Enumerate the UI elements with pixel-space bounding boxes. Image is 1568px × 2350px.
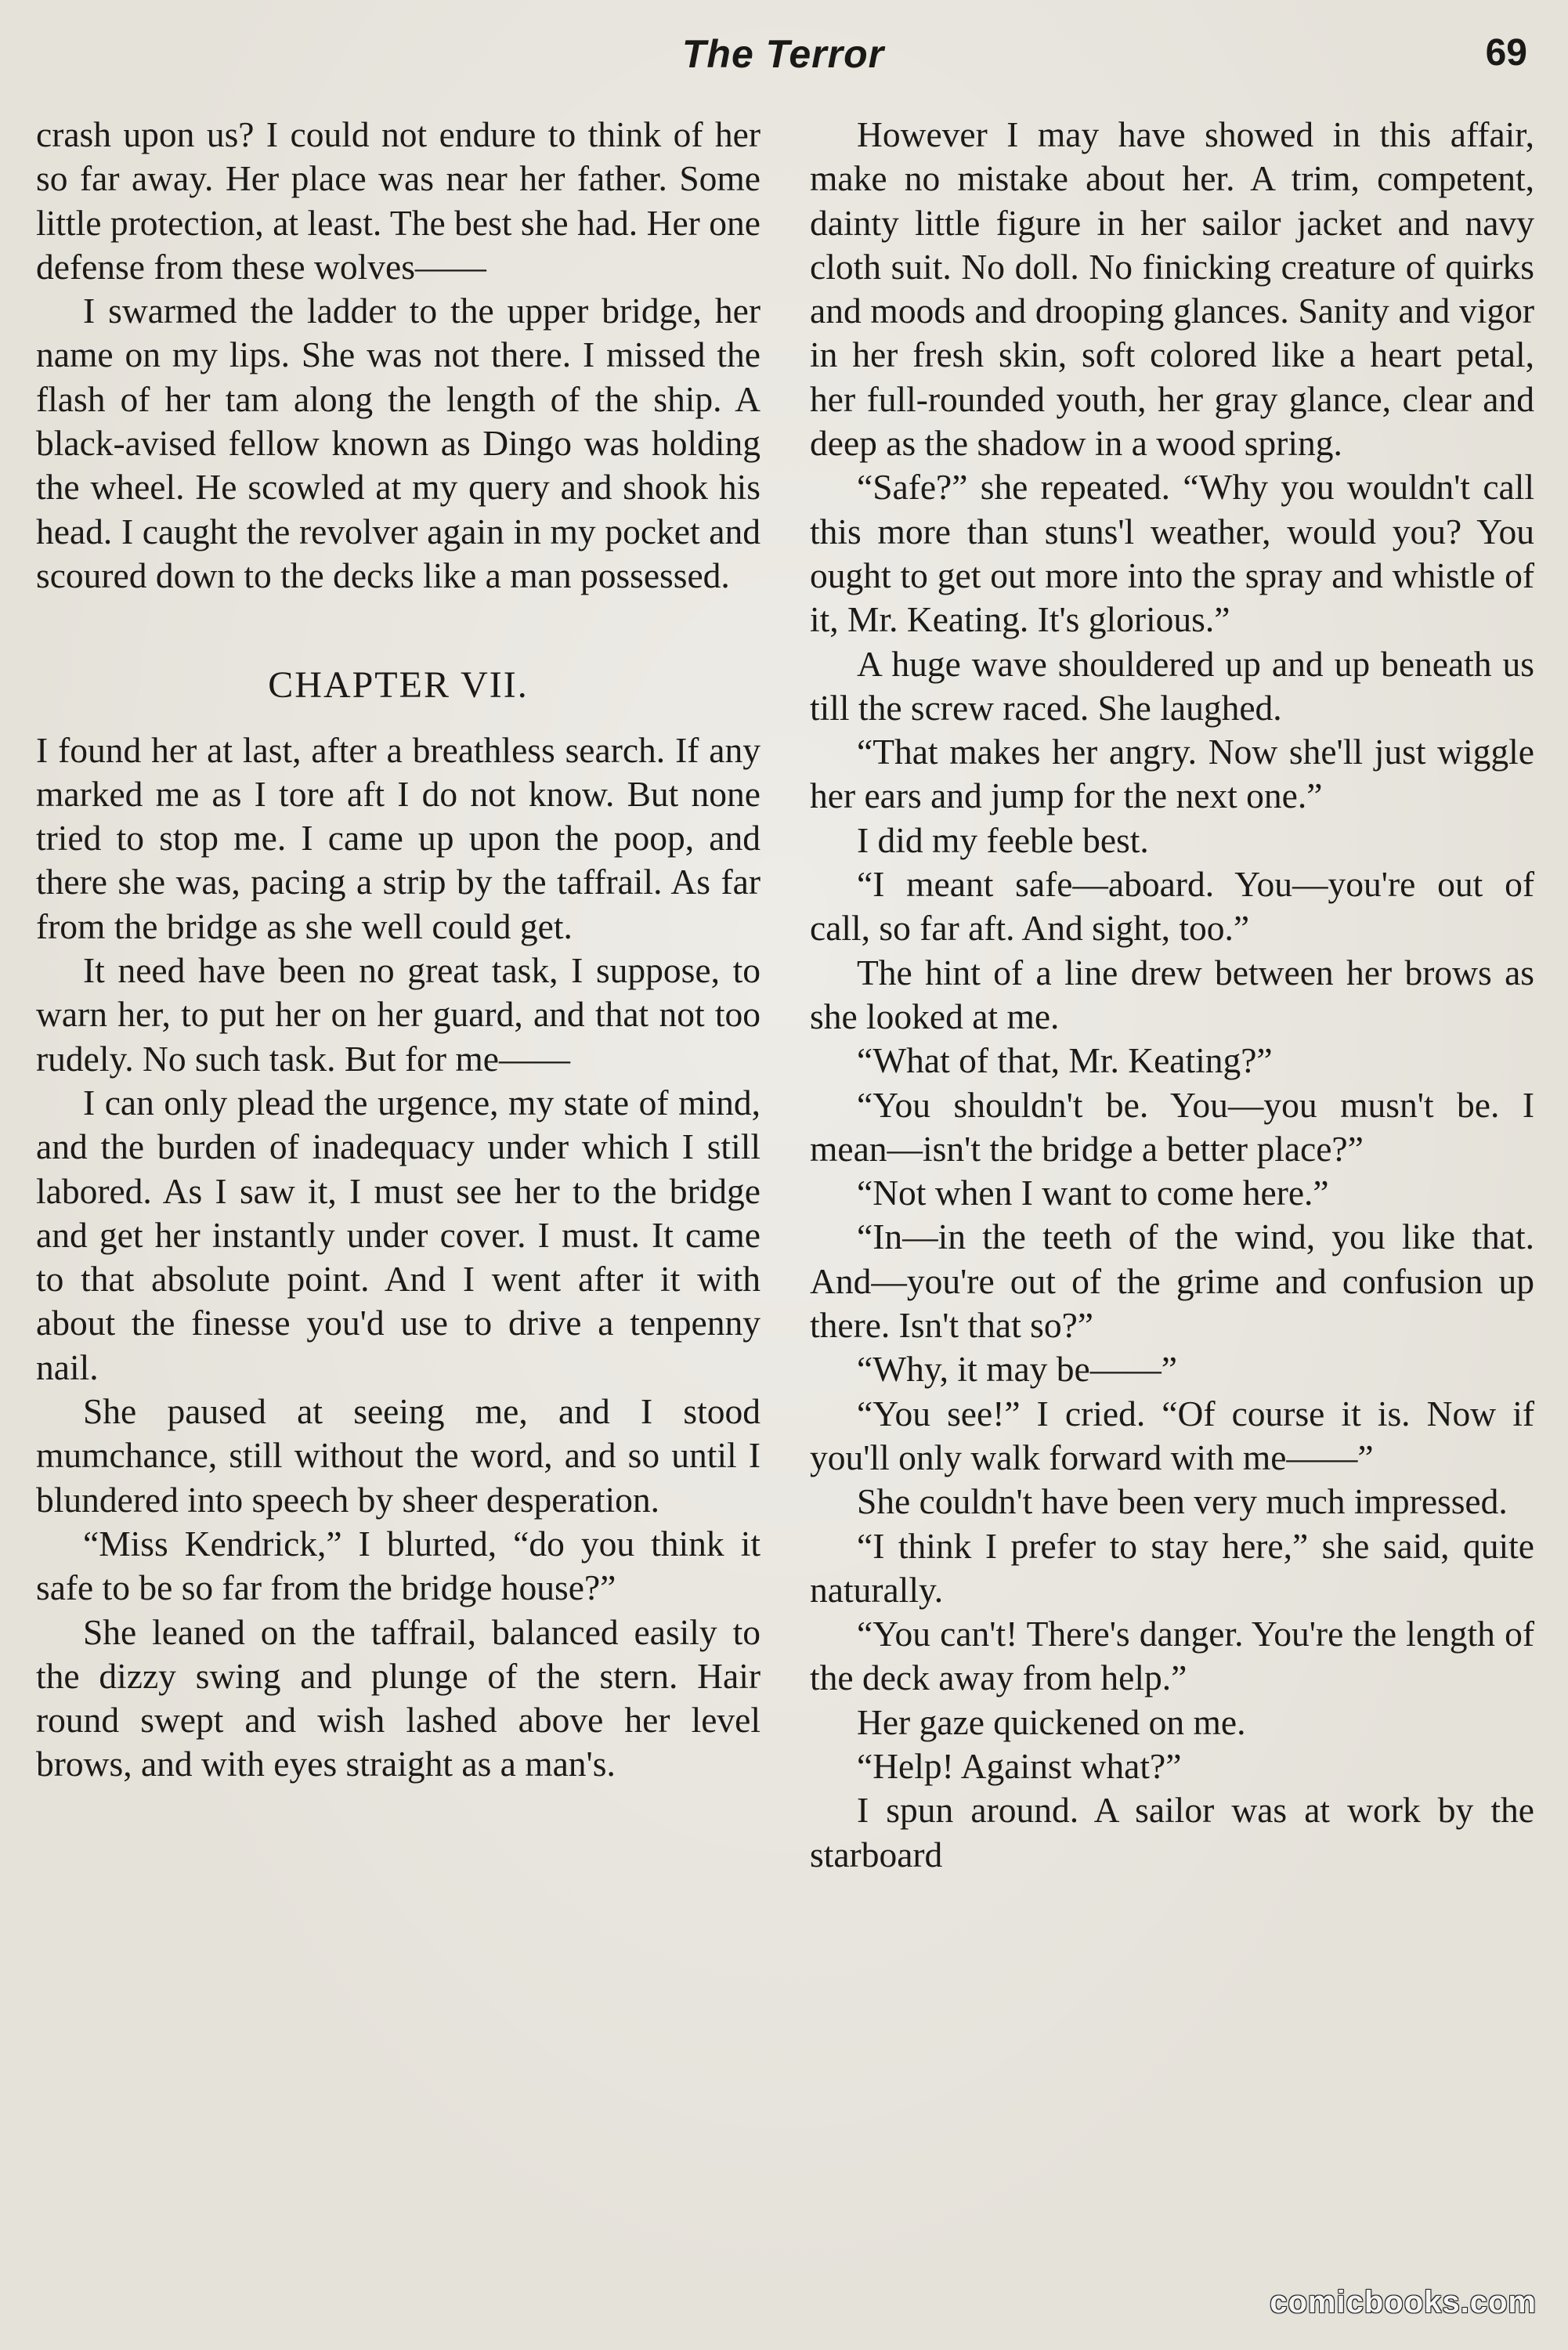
paragraph: “That makes her angry. Now she'll just wiggle her ears and jump for the next one.” — [810, 732, 1534, 816]
paragraph: She paused at seeing me, and I stood mumchance, still without the word, and so until I blundered into speech by sheer desperation. — [36, 1391, 761, 1520]
running-title: The Terror — [681, 32, 885, 76]
paragraph: I swarmed the ladder to the upper bridge, her name on my lips. She was not there. I missed the flash of her tam along the length of the ship. A black-avised fellow known as Dingo was holding the wheel. He scowled at my query and shook his head. I caught the revolver again in my pocket and scoured down to the decks like a man possessed. — [36, 291, 761, 595]
paragraph: I did my feeble best. — [857, 819, 1149, 860]
paragraph: crash upon us? I could not endure to think of her so far away. Her place was near her father. Some little protection, at least. The best she had. Her one defense from these wolves—— — [36, 114, 761, 287]
paragraph: “I meant safe—aboard. You—you're out of call, so far aft. And sight, too.” — [810, 864, 1534, 949]
paragraph: The hint of a line drew between her brows as she looked at me. — [810, 952, 1534, 1036]
paragraph: “You shouldn't be. You—you musn't be. I mean—isn't the bridge a better place?” — [810, 1084, 1534, 1169]
paragraph: “You see!” I cried. “Of course it is. Now if you'll only walk forward with me——” — [810, 1393, 1534, 1477]
page-number: 69 — [1485, 32, 1527, 74]
left-text-column — [36, 113, 761, 1787]
paragraph: I spun around. A sailor was at work by the starboard — [810, 1790, 1534, 1875]
chapter-heading: CHAPTER VII. — [268, 664, 529, 707]
right-text-column — [810, 113, 1534, 1877]
paragraph: Her gaze quickened on me. — [857, 1701, 1246, 1742]
paragraph: “What of that, Mr. Keating?” — [857, 1040, 1273, 1081]
paragraph: “Not when I want to come here.” — [857, 1173, 1329, 1213]
paragraph: “You can't! There's danger. You're the length of the deck away from help.” — [810, 1614, 1534, 1698]
paragraph: She leaned on the taffrail, balanced easily to the dizzy swing and plunge of the stern. Hair round swept and wish lashed above her level brows, and with eyes straight as a man's. — [36, 1611, 761, 1784]
paragraph: I found her at last, after a breathless search. If any marked me as I tore aft I do not know. But none tried to stop me. I came up upon the poop, and there she was, pacing a strip by the taffrail. As far from the bridge as she well could get. — [36, 729, 761, 946]
paragraph: However I may have showed in this affair, make no mistake about her. A trim, competent, dainty little figure in her sailor jacket and navy cloth suit. No doll. No finicking creature of quirks and moods and drooping glances. Sanity and vigor in her fresh skin, soft colored like a heart petal, her full-rounded youth, her gray glance, clear and deep as the shadow in a wood spring. — [810, 114, 1534, 464]
paragraph: “I think I prefer to stay here,” she said, quite naturally. — [810, 1525, 1534, 1610]
paragraph: She couldn't have been very much impressed. — [857, 1481, 1508, 1522]
paragraph: A huge wave shouldered up and up beneath us till the screw raced. She laughed. — [810, 643, 1534, 728]
left-paragraphs-after — [36, 728, 761, 1787]
left-paragraphs-before — [36, 113, 761, 598]
paragraph: “In—in the teeth of the wind, you like that. And—you're out of the grime and confusion up there. Isn't that so?” — [810, 1217, 1534, 1346]
paragraph: I can only plead the urgence, my state of mind, and the burden of inadequacy under which I still labored. As I saw it, I must see her to the bridge and get her instantly under cover. I must. It came to that absolute point. And I went after it with about the finesse you'd use to drive a tenpenny nail. — [36, 1082, 761, 1387]
site-watermark: comicbooks.com — [1270, 2285, 1537, 2319]
paragraph: “Safe?” she repeated. “Why you wouldn't call this more than stuns'l weather, would you? You ought to get out more into the spray and whistle of it, Mr. Keating. It's glorious.” — [810, 467, 1534, 640]
paragraph: “Help! Against what?” — [857, 1745, 1182, 1786]
paragraph: It need have been no great task, I suppose, to warn her, to put her on her guard, and that not too rudely. No such task. But for me—— — [36, 950, 761, 1079]
paragraph: “Why, it may be——” — [857, 1349, 1177, 1390]
paragraph: “Miss Kendrick,” I blurted, “do you think it safe to be so far from the bridge house?” — [36, 1523, 761, 1608]
page-header — [31, 31, 1535, 86]
